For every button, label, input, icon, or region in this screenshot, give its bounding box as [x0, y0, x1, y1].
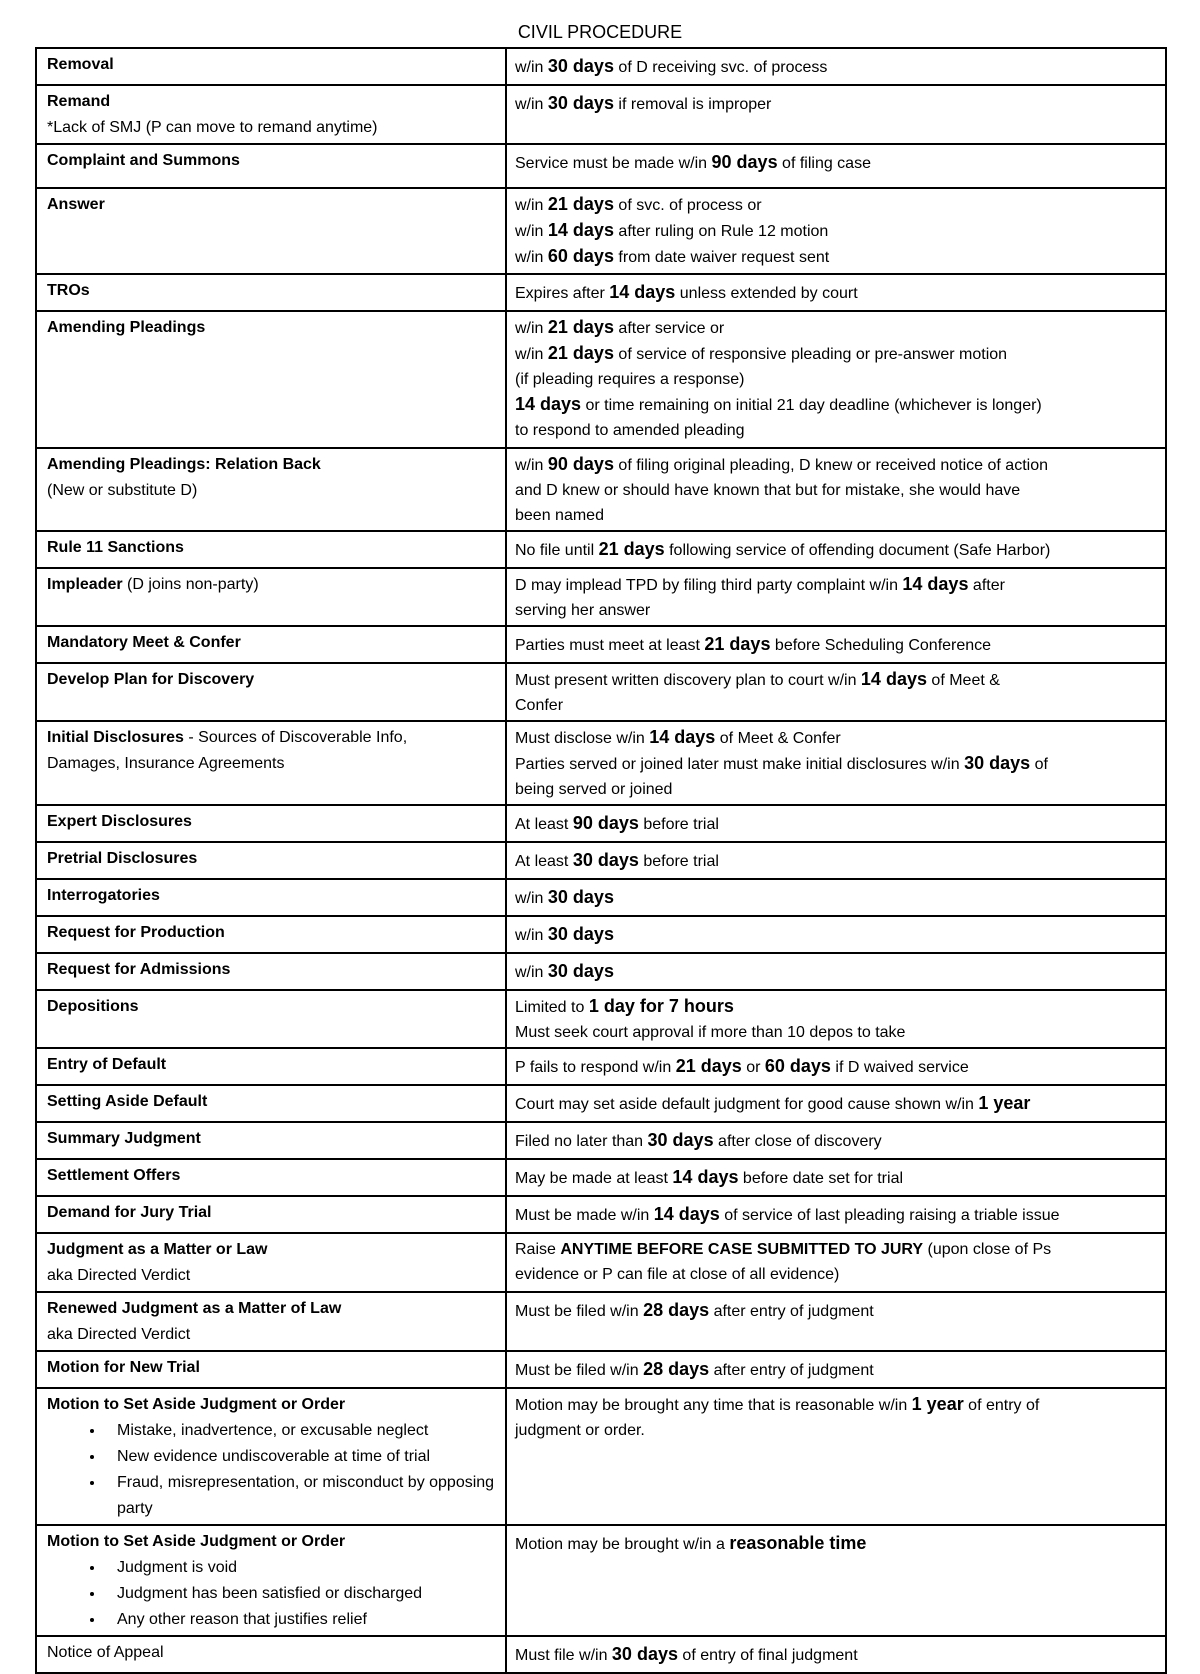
table-row: [36, 663, 1166, 721]
topic-bullet-item: • Any other reason that justifies relief: [105, 1607, 497, 1633]
table-row: [36, 916, 1166, 953]
deadline-cell: [506, 1636, 1166, 1673]
deadline-text-line: w/in 30 days if removal is improper: [515, 93, 772, 113]
deadline-text-line: w/in 14 days after ruling on Rule 12 motion: [515, 220, 829, 240]
table-row: [36, 990, 1166, 1048]
topic-label: Answer: [47, 196, 105, 213]
deadline-text-line: Must be made w/in 14 days of service of last pleading raising a triable issue: [515, 1204, 1060, 1224]
topic-label: Expert Disclosures: [47, 813, 192, 830]
deadline-text-line: been named: [515, 507, 604, 524]
table-row: [36, 311, 1166, 448]
topic-bullet-item: • Judgment has been satisfied or discharged: [105, 1581, 497, 1607]
deadline-cell: [506, 1292, 1166, 1351]
topic-cell: [36, 1085, 506, 1122]
topic-label: Removal: [47, 56, 114, 73]
topic-cell: [36, 953, 506, 990]
deadline-text-line: w/in 30 days: [515, 887, 614, 907]
topic-cell: [36, 842, 506, 879]
deadlines-table-body: [36, 48, 1166, 1673]
topic-label: Interrogatories: [47, 887, 160, 904]
table-row: [36, 626, 1166, 663]
topic-subtext: Damages, Insurance Agreements: [47, 755, 285, 772]
topic-subtext: aka Directed Verdict: [47, 1326, 191, 1343]
deadline-text-line: w/in 90 days of filing original pleading, D knew or received notice of action: [515, 454, 1048, 474]
topic-label: Setting Aside Default: [47, 1093, 208, 1110]
topic-label-note: (D joins non-party): [122, 576, 259, 593]
deadline-text-line: Must present written discovery plan to court w/in 14 days of Meet &: [515, 669, 1000, 689]
deadline-cell: [506, 626, 1166, 663]
deadline-text-line: Limited to 1 day for 7 hours: [515, 996, 734, 1016]
deadline-text-line: Must file w/in 30 days of entry of final judgment: [515, 1644, 858, 1664]
topic-label: Renewed Judgment as a Matter of Law: [47, 1300, 342, 1317]
topic-cell: [36, 1159, 506, 1196]
deadline-cell: [506, 1351, 1166, 1388]
topic-cell: [36, 1525, 506, 1636]
table-row: [36, 144, 1166, 188]
topic-label: Judgment as a Matter or Law: [47, 1241, 268, 1258]
deadline-text-line: P fails to respond w/in 21 days or 60 days if D waived service: [515, 1056, 969, 1076]
deadline-text-line: Must seek court approval if more than 10 depos to take: [515, 1024, 906, 1041]
topic-label: TROs: [47, 282, 90, 299]
deadline-text-line: At least 90 days before trial: [515, 813, 719, 833]
deadline-cell: [506, 1525, 1166, 1636]
deadline-cell: [506, 879, 1166, 916]
topic-bullet-item: • New evidence undiscoverable at time of trial: [105, 1444, 497, 1470]
deadline-text-line: w/in 21 days of service of responsive pleading or pre-answer motion: [515, 343, 1008, 363]
deadline-cell: [506, 144, 1166, 188]
topic-cell: [36, 274, 506, 311]
deadline-text-line: w/in 30 days: [515, 961, 614, 981]
topic-label-note: - Sources of Discoverable Info,: [183, 729, 408, 746]
deadline-text-line: to respond to amended pleading: [515, 422, 745, 439]
table-row: [36, 568, 1166, 626]
deadline-text-line: Must be filed w/in 28 days after entry of judgment: [515, 1300, 874, 1320]
topic-label: Rule 11 Sanctions: [47, 539, 184, 556]
deadline-text-line: serving her answer: [515, 602, 651, 619]
topic-label: Pretrial Disclosures: [47, 850, 198, 867]
deadline-text-line: w/in 21 days of svc. of process or: [515, 194, 762, 214]
topic-cell: [36, 1122, 506, 1159]
topic-cell: [36, 879, 506, 916]
table-row: [36, 48, 1166, 85]
table-row: [36, 85, 1166, 144]
topic-label: Motion to Set Aside Judgment or Order: [47, 1396, 346, 1413]
topic-label: Notice of Appeal: [47, 1644, 164, 1661]
deadline-text-line: w/in 21 days after service or: [515, 317, 725, 337]
topic-label: Motion for New Trial: [47, 1359, 200, 1376]
topic-cell: [36, 311, 506, 448]
deadline-cell: [506, 805, 1166, 842]
topic-label: Settlement Offers: [47, 1167, 181, 1184]
topic-label: Complaint and Summons: [47, 152, 240, 169]
deadline-cell: [506, 568, 1166, 626]
topic-bullet-item: • Mistake, inadvertence, or excusable neglect: [105, 1418, 497, 1444]
deadline-cell: [506, 1196, 1166, 1233]
deadline-cell: [506, 1159, 1166, 1196]
topic-label: Develop Plan for Discovery: [47, 671, 255, 688]
deadline-text-line: w/in 60 days from date waiver request sent: [515, 246, 830, 266]
topic-label: Initial Disclosures: [47, 729, 184, 746]
topic-label: Amending Pleadings: Relation Back: [47, 456, 321, 473]
deadline-text-line: Must be filed w/in 28 days after entry of judgment: [515, 1359, 874, 1379]
topic-cell: [36, 568, 506, 626]
deadline-text-line: Confer: [515, 697, 564, 714]
deadline-text-line: evidence or P can file at close of all evidence): [515, 1266, 840, 1283]
deadline-text-line: No file until 21 days following service of offending document (Safe Harbor): [515, 539, 1051, 559]
table-row: [36, 1048, 1166, 1085]
deadline-text-line: Motion may be brought w/in a reasonable time: [515, 1533, 867, 1553]
topic-cell: [36, 48, 506, 85]
topic-label: Request for Production: [47, 924, 225, 941]
topic-cell: [36, 188, 506, 274]
deadline-cell: [506, 1085, 1166, 1122]
deadline-text-line: and D knew or should have known that but for mistake, she would have: [515, 482, 1021, 499]
deadline-text-line: Expires after 14 days unless extended by court: [515, 282, 858, 302]
deadline-cell: [506, 531, 1166, 568]
topic-label: Amending Pleadings: [47, 319, 206, 336]
deadline-cell: [506, 990, 1166, 1048]
deadline-text-line: judgment or order.: [515, 1422, 645, 1439]
topic-label: Motion to Set Aside Judgment or Order: [47, 1533, 346, 1550]
deadline-cell: [506, 188, 1166, 274]
deadline-cell: [506, 953, 1166, 990]
table-row: [36, 1159, 1166, 1196]
table-row: [36, 1351, 1166, 1388]
deadline-text-line: Parties served or joined later must make initial disclosures w/in 30 days of: [515, 753, 1048, 773]
table-row: [36, 1525, 1166, 1636]
topic-bullet-item: • Judgment is void: [105, 1555, 497, 1581]
table-row: [36, 1085, 1166, 1122]
table-row: [36, 1196, 1166, 1233]
topic-cell: [36, 1351, 506, 1388]
topic-label: Depositions: [47, 998, 139, 1015]
topic-label: Mandatory Meet & Confer: [47, 634, 241, 651]
page-title: CIVIL PROCEDURE: [517, 22, 683, 42]
topic-cell: [36, 1292, 506, 1351]
topic-subtext: (New or substitute D): [47, 482, 198, 499]
deadline-cell: [506, 721, 1166, 805]
deadline-cell: [506, 916, 1166, 953]
topic-label: Impleader: [47, 576, 123, 593]
topic-cell: [36, 1636, 506, 1673]
deadline-text-line: Motion may be brought any time that is reasonable w/in 1 year of entry of: [515, 1394, 1040, 1414]
topic-label: Summary Judgment: [47, 1130, 201, 1147]
table-row: [36, 274, 1166, 311]
topic-cell: [36, 805, 506, 842]
deadline-text-line: Court may set aside default judgment for good cause shown w/in 1 year: [515, 1093, 1031, 1113]
topic-label: Entry of Default: [47, 1056, 167, 1073]
deadline-text-line: w/in 30 days of D receiving svc. of process: [515, 56, 828, 76]
deadline-cell: [506, 1233, 1166, 1292]
table-row: [36, 842, 1166, 879]
deadline-cell: [506, 1388, 1166, 1525]
deadline-text-line: being served or joined: [515, 781, 673, 798]
topic-cell: [36, 1196, 506, 1233]
deadline-cell: [506, 1122, 1166, 1159]
table-row: [36, 1122, 1166, 1159]
deadline-cell: [506, 48, 1166, 85]
deadline-text-line: w/in 30 days: [515, 924, 614, 944]
deadline-text-line: At least 30 days before trial: [515, 850, 719, 870]
table-row: [36, 805, 1166, 842]
topic-bullet-list: [47, 1555, 497, 1633]
table-row: [36, 1292, 1166, 1351]
deadline-text-line: 14 days or time remaining on initial 21 day deadline (whichever is longer): [515, 394, 1042, 414]
deadline-text-line: Filed no later than 30 days after close of discovery: [515, 1130, 882, 1150]
table-row: [36, 879, 1166, 916]
topic-cell: [36, 1233, 506, 1292]
deadline-text-line: D may implead TPD by filing third party complaint w/in 14 days after: [515, 574, 1005, 594]
topic-cell: [36, 144, 506, 188]
topic-cell: [36, 448, 506, 531]
topic-cell: [36, 1388, 506, 1525]
deadline-cell: [506, 448, 1166, 531]
deadline-cell: [506, 311, 1166, 448]
deadline-text-line: Service must be made w/in 90 days of filing case: [515, 152, 871, 172]
topic-cell: [36, 626, 506, 663]
topic-cell: [36, 663, 506, 721]
table-row: [36, 1636, 1166, 1673]
table-row: [36, 721, 1166, 805]
deadline-cell: [506, 842, 1166, 879]
deadline-text-line: Raise ANYTIME BEFORE CASE SUBMITTED TO JURY (upon close of Ps: [515, 1241, 1052, 1258]
topic-bullet-list: [47, 1418, 497, 1522]
table-row: [36, 188, 1166, 274]
deadline-cell: [506, 1048, 1166, 1085]
deadline-text-line: May be made at least 14 days before date set for trial: [515, 1167, 904, 1187]
deadline-cell: [506, 274, 1166, 311]
table-row: [36, 531, 1166, 568]
topic-cell: [36, 990, 506, 1048]
deadlines-table: [35, 47, 1167, 1674]
topic-cell: [36, 531, 506, 568]
topic-cell: [36, 85, 506, 144]
topic-bullet-item: • Fraud, misrepresentation, or misconduct by opposing party: [105, 1470, 497, 1522]
topic-label: Remand: [47, 93, 111, 110]
topic-label: Demand for Jury Trial: [47, 1204, 212, 1221]
table-row: [36, 1233, 1166, 1292]
topic-cell: [36, 1048, 506, 1085]
topic-label: Request for Admissions: [47, 961, 231, 978]
deadline-text-line: Must disclose w/in 14 days of Meet & Confer: [515, 727, 841, 747]
topic-subtext: aka Directed Verdict: [47, 1267, 191, 1284]
topic-cell: [36, 916, 506, 953]
table-row: [36, 1388, 1166, 1525]
table-row: [36, 953, 1166, 990]
deadline-cell: [506, 85, 1166, 144]
topic-cell: [36, 721, 506, 805]
deadline-text-line: Parties must meet at least 21 days before Scheduling Conference: [515, 634, 992, 654]
deadline-cell: [506, 663, 1166, 721]
deadline-text-line: (if pleading requires a response): [515, 371, 745, 388]
topic-subtext: *Lack of SMJ (P can move to remand anytime): [47, 119, 378, 136]
table-row: [36, 448, 1166, 531]
